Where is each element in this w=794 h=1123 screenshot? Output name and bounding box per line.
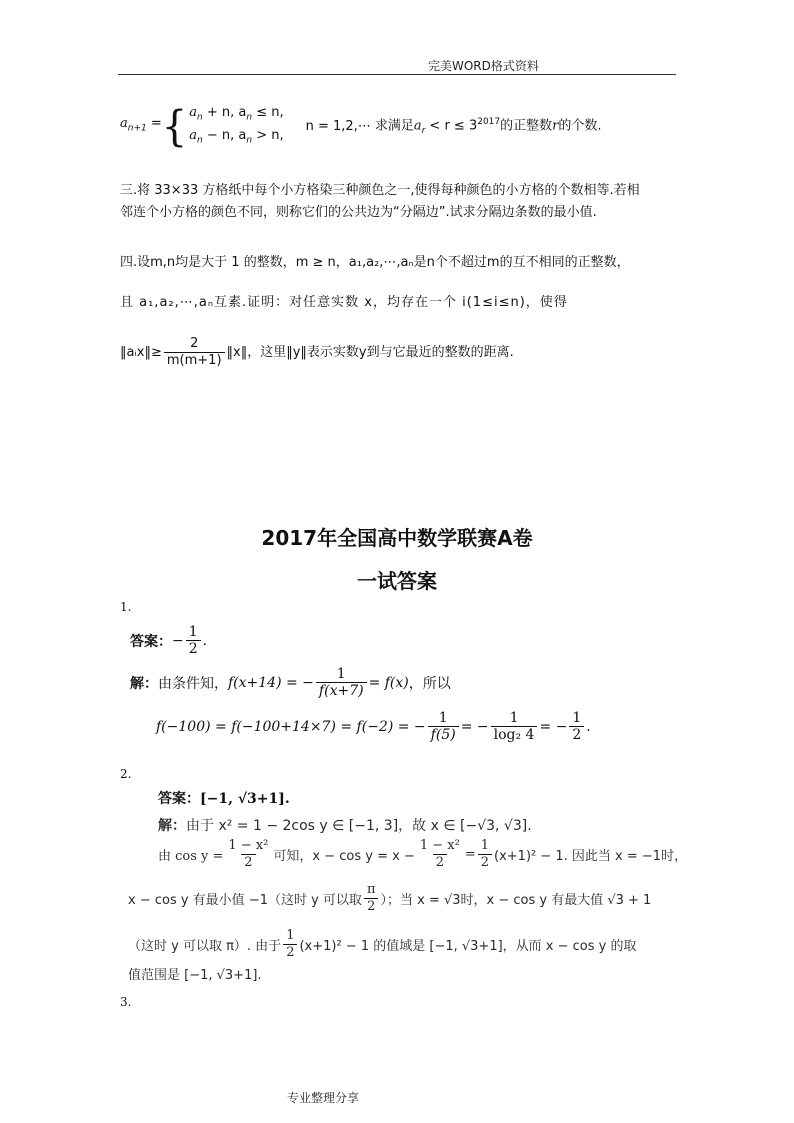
question-1-number: 1.	[120, 600, 132, 614]
question-2-solution-line-3: x − cos y 有最小值 −1（这时 y 可以取 $\frac{\pi}{2}$ ）；当 x = √3时，x − cos y 有最大值 √3 + 1	[128, 882, 652, 914]
problem-4-line-3	[120, 336, 514, 369]
norm-lhs: ‖aᵢx‖≥	[120, 344, 162, 360]
problem-4-line-1: 四.设m,n均是大于 1 的整数，m ≥ n，a₁,a₂,⋯,aₙ是n个不超过m的互不相同的正整数，	[120, 255, 630, 270]
page-footer: 专业整理分享	[287, 1091, 360, 1105]
problem-3-line-1: 三.将 33×33 方格纸中每个小方格染三种颜色之一,使得每种颜色的小方格的个数相等.若相	[120, 183, 640, 198]
question-2-answer: 答案：[−1, √3+1].	[158, 791, 290, 807]
seq-case-2: $a_n - n$, $a_n > n$,	[189, 127, 284, 146]
left-brace-icon: {	[161, 102, 188, 151]
question-2-solution-line-4: （这时 y 可以取 π）. 由于 $\frac{1}{2}$ (x+1)² − 1 的值域是 [−1, √3+1]，从而 x − cos y 的取	[128, 928, 637, 960]
question-2-solution-line-5: 值范围是 [−1, √3+1].	[128, 968, 262, 983]
problem-3-line-2: 邻连个小方格的颜色不同，则称它们的公共边为“分隔边”.试求分隔边条数的最小值.	[120, 205, 597, 220]
norm-rhs: ‖x‖，这里‖y‖表示实数y到与它最近的整数的距离.	[226, 344, 514, 360]
seq-cases	[162, 104, 284, 149]
document-title: 2017年全国高中数学联赛A卷	[261, 526, 533, 550]
question-2-number: 2.	[120, 767, 132, 781]
document-subtitle: 一试答案	[357, 569, 437, 593]
question-1-solution-line-2: f(−100) = f(−100+14×7) = f(−2) = − $\frac{1}{f(5)}$ = − $\frac{1}{\text{log₂ 4}}$ = − $\frac{1}{2}$ .	[156, 710, 591, 743]
seq-ask: 求满足$a_r < r \le 3^{2017}$的正整数r的个数.	[374, 117, 602, 137]
sequence-problem	[120, 104, 602, 149]
question-2-solution-line-2: 由 cos y = $\frac{\text{1 − x²}}{2}$ 可知，x − cos y = x − $\frac{\text{1 − x²}}{2}$ = $\frac{1}{2}$ (x+1)² − 1. 因此当 x = −1时，	[158, 838, 688, 870]
question-2-solution-line-1: 解：由于 x² = 1 − 2cos y ∈ [−1, 3]，故 x ∈ [−√3, √3].	[158, 818, 532, 834]
norm-fraction: $\frac{2}{m(m+1)}$	[164, 336, 225, 369]
seq-range: n = 1,2,⋯	[305, 118, 371, 134]
header-divider	[118, 74, 676, 75]
seq-case-1: $a_n + n$, $a_n \le n$,	[189, 105, 284, 123]
question-1-answer: 答案： − $\frac{1}{2}$ .	[130, 624, 208, 657]
problem-4-line-2: 且 a₁,a₂,⋯,aₙ互素.证明：对任意实数 x，均存在一个 i(1≤i≤n)，使得	[120, 295, 568, 310]
question-1-solution-line-1: 解： 由条件知， f(x+14) = − $\frac{1}{f(x+7)}$ = f(x) ，所以	[130, 666, 451, 699]
page-header: 完美WORD格式资料	[428, 59, 539, 73]
seq-lhs: $a_{n+1}$ =	[120, 116, 162, 134]
question-3-number: 3.	[120, 995, 132, 1009]
